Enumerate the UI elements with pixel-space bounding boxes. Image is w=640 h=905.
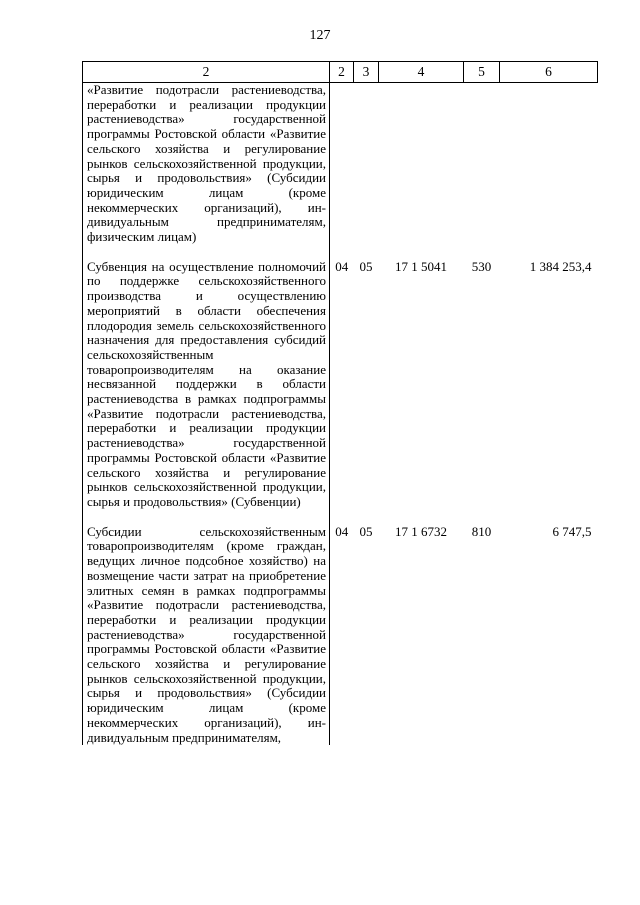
- row-amount: [500, 83, 598, 260]
- row-description: «Развитие подотрасли растениеводства, переработки и реализации продукции растениеводства» государственной программы Ростовской области «Развитие сельского хозяйства и регулирование рынков сельскохозяйственной продукции, сырья и продовольствия» (Субсидии юридическим лицам (кроме некоммерческих организаций), индивидуальным предпринимателям, физическим лицам): [83, 83, 330, 260]
- header-col-description: 2: [83, 62, 330, 83]
- row-section: [330, 83, 354, 260]
- row-section: 04: [335, 523, 349, 539]
- page-number: 127: [309, 28, 331, 43]
- table-row: [83, 83, 598, 260]
- row-section: 04: [335, 258, 349, 274]
- row-amount: 1 384 253,4: [529, 258, 592, 274]
- budget-table: [82, 61, 598, 745]
- row-target-article: 17 1 5041: [395, 258, 447, 274]
- row-subsection: 05: [359, 523, 373, 539]
- table-row: [83, 260, 598, 525]
- row-target-article: 17 1 6732: [395, 523, 447, 539]
- row-subsection: 05: [359, 258, 373, 274]
- table-row: [83, 525, 598, 746]
- header-col-amount: 6: [500, 62, 598, 83]
- table-header-row: [83, 62, 598, 83]
- header-col-subsection: 3: [354, 62, 379, 83]
- row-amount: 6 747,5: [552, 523, 592, 539]
- row-description: Субвенция на осуществление полномочий по поддержке сельскохозяйственного производства и осуществлению мероприятий в области обеспечения плодородия земель сельскохозяйственного назначения для предоставления субсидий сельскохозяйственным товаропроизводителям на оказание несвязанной поддержки в области растениеводства в рамках подпрограммы «Развитие подотрасли растениеводства, переработки и реализации продукции растениеводства» государственной программы Ростовской области «Развитие сельского хозяйства и регулирование рынков сельскохозяйственной продукции, сырья и продовольствия» (Субвенции): [83, 260, 330, 525]
- header-col-section: 2: [330, 62, 354, 83]
- header-col-target-article: 4: [379, 62, 464, 83]
- row-subsection: [354, 83, 379, 260]
- row-description: Субсидии сельскохозяйственным товаропроизводителям (кроме граждан, ведущих личное подсобное хозяйство) на возмещение части затрат на приобретение элитных семян в рамках подпрограммы «Развитие подотрасли растениеводства, переработки и реализации продукции растениеводства» государственной программы Ростовской области «Развитие сельского хозяйства и регулирование рынков сельскохозяйственной продукции, сырья и продовольствия» (Субсидии юридическим лицам (кроме некоммерческих организаций), индивидуальным предпринимателям,: [83, 525, 330, 746]
- row-expense-type: 530: [471, 258, 492, 274]
- row-target-article: [379, 83, 464, 260]
- row-expense-type: 810: [471, 523, 492, 539]
- row-expense-type: [464, 83, 500, 260]
- header-col-expense-type: 5: [464, 62, 500, 83]
